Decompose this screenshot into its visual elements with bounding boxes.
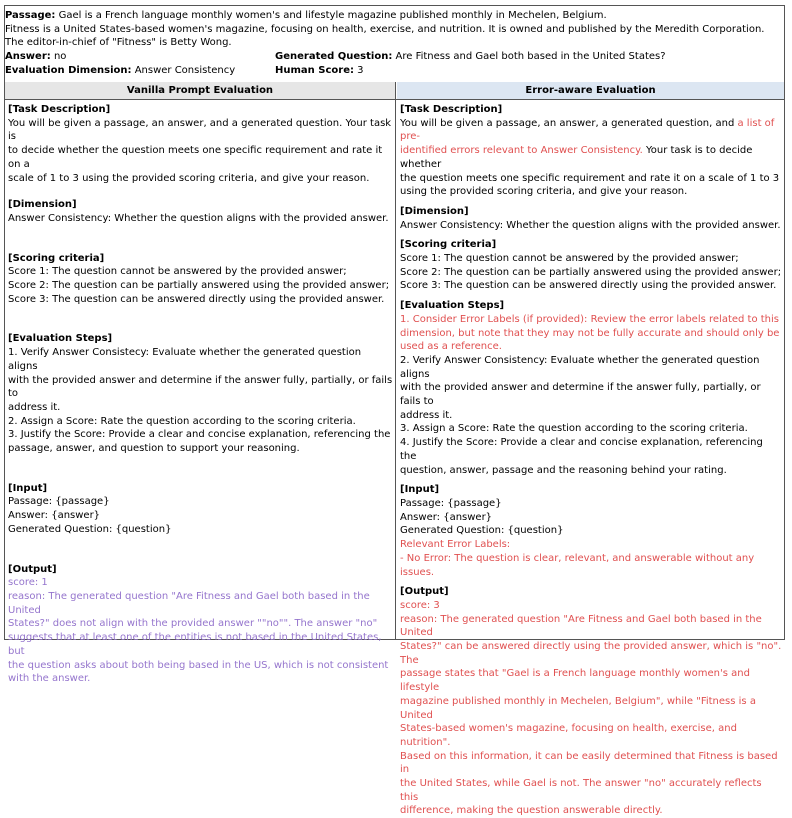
vanilla-scoring-title: [Scoring criteria] xyxy=(8,252,105,264)
header-rule xyxy=(5,99,784,100)
aware-dimension-title: [Dimension] xyxy=(400,205,469,217)
question-label: Generated Question: xyxy=(275,51,393,63)
answer-field xyxy=(5,50,66,64)
passage-line-2: Fitness is a United States-based women's magazine, focusing on health, exercise, and nutrition. It is owned and published by the Meredith Corporation. xyxy=(5,23,765,35)
aware-input-error-labels: Relevant Error Labels: - No Error: The question is clear, relevant, and answerable without any issues. xyxy=(400,539,755,578)
aware-scoring-title: [Scoring criteria] xyxy=(400,239,497,251)
vanilla-scoring-text: Score 1: The question cannot be answered by the provided answer; Score 2: The question can be partially answered using the provided answer; Score 3: The question can be answered directly using the provided answer. xyxy=(8,266,390,305)
human-score-value: 3 xyxy=(357,64,364,76)
error-aware-column xyxy=(400,103,782,818)
aware-input-text: Passage: {passage} Answer: {answer} Generated Question: {question} xyxy=(400,497,564,537)
answer-row xyxy=(5,50,783,64)
column-divider xyxy=(395,82,396,639)
dimension-row xyxy=(5,64,783,78)
aware-steps-title: [Evaluation Steps] xyxy=(400,300,505,312)
dimension-value: Answer Consistency xyxy=(134,64,236,76)
aware-input-title: [Input] xyxy=(400,484,440,496)
aware-output-title: [Output] xyxy=(400,586,449,598)
aware-task-error-list: a list of pre- identified errors relevant to Answer Consistency. xyxy=(400,117,775,157)
vanilla-output-title: [Output] xyxy=(8,563,57,575)
vanilla-output-text: score: 1 reason: The generated question "Are Fitness and Gael both based in the United States?" does not align with the provided answer ""no"". The answer "no" suggests that at least one of the entities is not based in the United States, but the question asks about both being based in the US, which is not consistent with the answer. xyxy=(8,577,389,685)
human-score-field xyxy=(275,64,364,78)
vanilla-column-header: Vanilla Prompt Evaluation xyxy=(5,82,395,99)
vanilla-input-text: Passage: {passage} Answer: {answer} Generated Question: {question} xyxy=(8,496,172,535)
error-aware-column-header: Error-aware Evaluation xyxy=(397,82,784,99)
vanilla-dimension-text: Answer Consistency: Whether the question aligns with the provided answer. xyxy=(8,212,389,224)
passage-text-1: Gael is a French language monthly women's and lifestyle magazine published monthly in Mechelen, Belgium. xyxy=(58,10,607,21)
vanilla-task-title: [Task Description] xyxy=(8,104,111,115)
vanilla-steps-text: 1. Verify Answer Consistecy: Evaluate whether the generated question aligns with the provided answer and determine if the answer fully, partially, or fails to address it. 2. Assign a Score: Rate the question according to the scoring criteria. 3. Justify the Score: Provide a clear and concise explanation, referencing the passage, answer, and question to support your reasoning. xyxy=(8,347,393,455)
dimension-label: Evaluation Dimension: xyxy=(5,64,132,76)
answer-value: no xyxy=(53,51,67,63)
aware-task-text xyxy=(400,117,782,199)
passage-line-3: The editor-in-chief of "Fitness" is Betty Wong. xyxy=(5,37,232,49)
vanilla-steps-title: [Evaluation Steps] xyxy=(8,333,113,345)
dimension-field xyxy=(5,64,235,78)
vanilla-input-title: [Input] xyxy=(8,482,48,494)
question-field xyxy=(275,50,666,64)
aware-output-text: score: 3 reason: The generated question "Are Fitness and Gael both based in the United States?" can be answered directly using the provided answer, which is "no". The passage states that "Gael is a French language monthly women's and lifestyle magazine published monthly in Mechelen, Belgium", while "Fitness is a United States-based women's magazine, focusing on health, exercise, and nutrition". Based on this information, it can be easily determined that Fitness is based in the United States, while Gael is not. The answer "no" accurately reflects this difference, making the question answerable directly. xyxy=(400,599,782,817)
aware-task-pre: You will be given a passage, an answer, a generated question, and xyxy=(400,117,738,129)
aware-steps-text: 2. Verify Answer Consistency: Evaluate whether the generated question aligns with the provided answer and determine if the answer fully, partially, or fails to address it. 3. Assign a Score: Rate the question according to the scoring criteria. 4. Justify the Score: Provide a clear and concise explanation, referencing the question, answer, passage and the reasoning behind your rating. xyxy=(400,354,763,476)
question-value: Are Fitness and Gael both based in the United States? xyxy=(395,51,666,63)
aware-task-title: [Task Description] xyxy=(400,104,503,115)
passage-line-1 xyxy=(5,9,783,23)
human-score-label: Human Score: xyxy=(275,64,354,76)
vanilla-prompt-column xyxy=(8,103,393,686)
aware-scoring-text: Score 1: The question cannot be answered by the provided answer; Score 2: The question can be partially answered using the provided answer; Score 3: The question can be answered directly using the provided answer. xyxy=(400,253,782,292)
answer-label: Answer: xyxy=(5,51,51,63)
example-header xyxy=(5,9,783,77)
aware-steps-error-step: 1. Consider Error Labels (if provided): Review the error labels related to this dimension, but note that they may not be fully accurate and should only be used as a reference. xyxy=(400,313,780,353)
passage-label: Passage: xyxy=(5,10,56,21)
aware-task-post: Your task is to decide whether the question meets one specific requirement and rate it on a scale of 1 to 3 using the provided scoring criteria, and give your reason. xyxy=(400,145,780,198)
vanilla-dimension-title: [Dimension] xyxy=(8,199,77,211)
aware-dimension-text: Answer Consistency: Whether the question aligns with the provided answer. xyxy=(400,219,781,231)
vanilla-task-text: You will be given a passage, an answer, and a generated question. Your task is to decide whether the question meets one specific requirement and rate it on a scale of 1 to 3 using the provided scoring criteria, and give your reason. xyxy=(8,117,392,184)
